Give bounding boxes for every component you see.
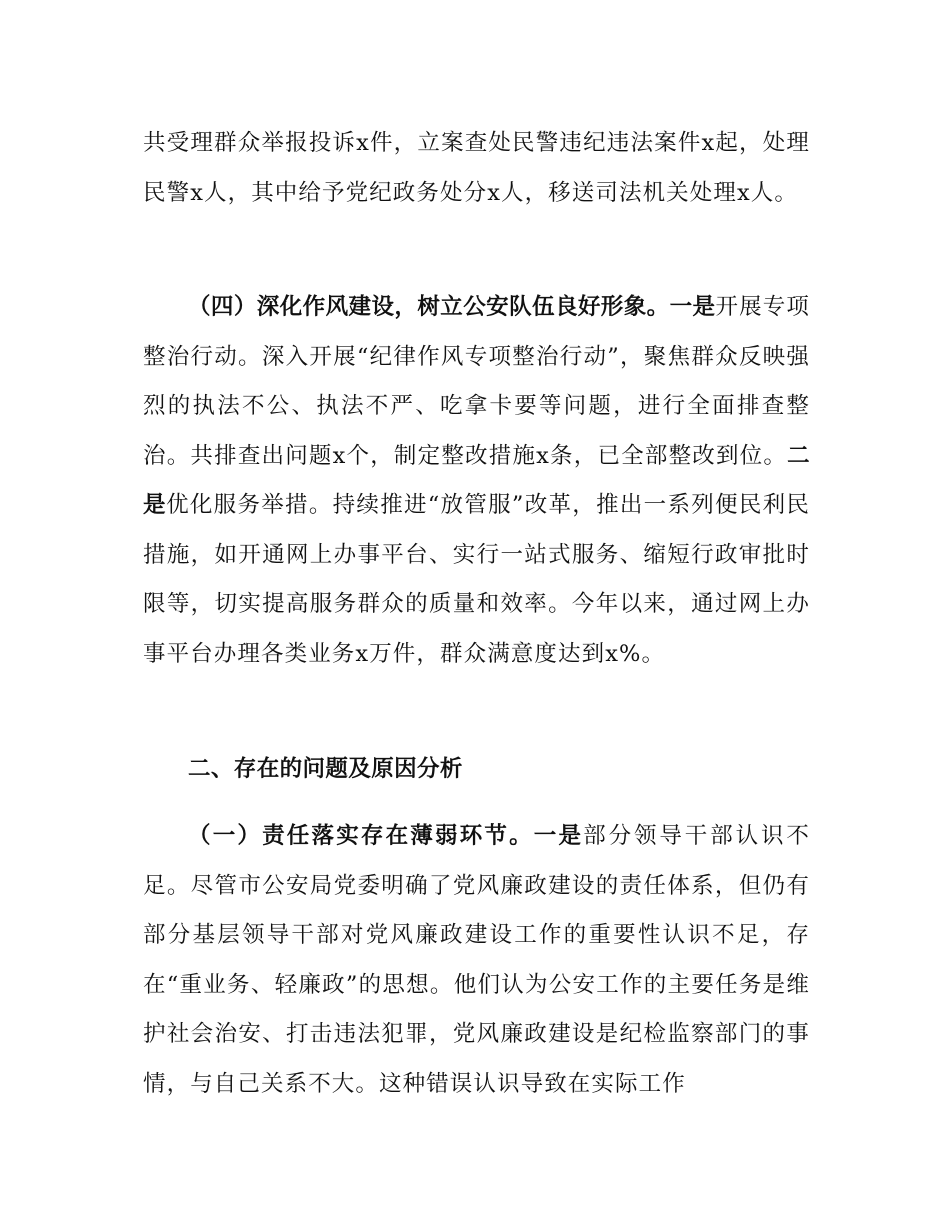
paragraph-continuation — [143, 119, 810, 218]
paragraph-heading: （四）深化作风建设，树立公安队伍良好形象。 — [188, 294, 670, 320]
point-marker-first: 一是 — [669, 294, 716, 320]
point-marker-first: 一是 — [533, 823, 584, 849]
paragraph-text-first: 部分领导干部认识不足。尽管市公安局党委明确了党风廉政建设的责任体系，但仍有部分基层领导干部对党风廉政建设工作的重要性认识不足，存在“重业务、轻廉政”的思想。他们认为公安工作的主要任务是维护社会治安、打击违法犯罪，党风廉政建设是纪检监察部门的事情，与自己关系不大。这种错误认识导致在实际工作 — [143, 823, 810, 1097]
paragraph-responsibility — [143, 812, 810, 1109]
paragraph-text-second: 优化服务举措。持续推进“放管服”改革，推出一系列便民利民措施，如开通网上办事平台、实行一站式服务、缩短行政审批时限等，切实提高服务群众的质量和效率。今年以来，通过网上办事平台办理各类业务x万件，群众满意度达到x%。 — [143, 492, 810, 667]
point-marker-second: 二是 — [143, 442, 810, 518]
paragraph-style-building — [143, 283, 810, 679]
section-heading — [143, 745, 810, 795]
paragraph-text: 共受理群众举报投诉x件，立案查处民警违纪违法案件x起，处理民警x人，其中给予党纪政务处分x人，移送司法机关处理x人。 — [143, 130, 810, 206]
paragraph-text-first: 开展专项整治行动。深入开展“纪律作风专项整治行动”，聚焦群众反映强烈的执法不公、执法不严、吃拿卡要等问题，进行全面排查整治。共排查出问题x个，制定整改措施x条，已全部整改到位。 — [143, 294, 810, 469]
paragraph-body — [143, 283, 810, 679]
paragraph-heading: （一）责任落实存在薄弱环节。 — [188, 823, 534, 849]
section-title: 二、存在的问题及原因分析 — [188, 756, 463, 782]
paragraph-body — [143, 812, 810, 1109]
